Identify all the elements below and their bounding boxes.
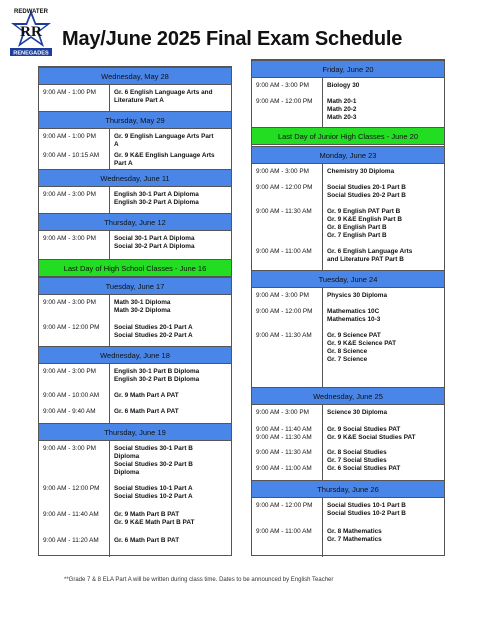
exam-row — [39, 324, 231, 340]
day-header: Wednesday, June 18 — [39, 346, 231, 364]
exam-names: Social Studies 20-1 Part B Social Studies 20-2 Part B — [327, 184, 406, 199]
banner-text: Last Day of Junior High Classes - June 20 — [252, 127, 444, 145]
logo-monogram: RR — [20, 24, 42, 40]
exam-time: 9:00 AM - 3:00 PM — [256, 168, 309, 175]
exam-names: Biology 30 — [327, 82, 360, 89]
exam-time: 9:00 AM - 11:40 AM — [43, 511, 99, 518]
exam-time: 9:00 AM - 11:40 AM — [256, 426, 312, 433]
exam-row — [39, 89, 231, 105]
exam-row — [39, 299, 231, 315]
exam-names: Math 20-1 Math 20-2 Math 20-3 — [327, 98, 357, 121]
exam-names: English 30-1 Part B Diploma English 30-2 Part B Diploma — [114, 368, 200, 383]
day-header: Monday, June 23 — [252, 146, 444, 164]
exam-names: Gr. 9 Social Studies PAT — [327, 426, 401, 433]
exam-names: Gr. 9 English Language Arts Part A — [114, 133, 214, 148]
day-wednesday-june-18 — [39, 346, 231, 424]
exam-row — [252, 502, 444, 518]
exam-row — [252, 528, 444, 544]
day-thursday-june-12 — [39, 213, 231, 259]
exam-time: 9:00 AM - 3:00 PM — [256, 82, 309, 89]
exam-time: 9:00 AM - 11:00 AM — [256, 465, 312, 472]
exam-time: 9:00 AM - 3:00 PM — [43, 191, 96, 198]
exam-time: 9:00 AM - 3:00 PM — [256, 409, 309, 416]
day-header: Thursday, June 19 — [39, 423, 231, 441]
exam-names: English 30-1 Part A Diploma English 30-2 Part A Diploma — [114, 191, 199, 206]
exam-names: Gr. 8 Social Studies Gr. 7 Social Studies — [327, 449, 387, 464]
exam-row — [252, 98, 444, 122]
day-thursday-may-29 — [39, 111, 231, 173]
day-header: Tuesday, June 24 — [252, 270, 444, 288]
exam-row — [39, 368, 231, 384]
renegades-logo-icon — [4, 6, 58, 58]
exam-names: Gr. 9 English PAT Part B Gr. 9 K&E English Part B Gr. 8 English Part B Gr. 7 English Part B — [327, 208, 402, 239]
exam-time: 9:00 AM - 1:00 PM — [43, 133, 96, 140]
day-wednesday-may-28 — [39, 67, 231, 115]
exam-time: 9:00 AM - 12:00 PM — [256, 502, 313, 509]
exam-row — [39, 485, 231, 501]
day-header: Thursday, June 26 — [252, 480, 444, 498]
exam-time: 9:00 AM - 3:00 PM — [256, 292, 309, 299]
day-monday-june-23 — [252, 146, 444, 270]
exam-names: Physics 30 Diploma — [327, 292, 388, 299]
day-wednesday-june-25 — [252, 387, 444, 481]
exam-row — [252, 409, 444, 417]
exam-row — [252, 292, 444, 300]
exam-row — [39, 235, 231, 251]
exam-names: Social Studies 10-1 Part A Social Studies 10-2 Part A — [114, 485, 193, 500]
day-header: Wednesday, May 28 — [39, 67, 231, 85]
footnote: **Grade 7 & 8 ELA Part A will be written during class time. Dates to be announced by English Teacher — [64, 577, 334, 583]
exam-names: Mathematics 10C Mathematics 10-3 — [327, 308, 381, 323]
exam-names: Gr. 6 Math Part B PAT — [114, 537, 180, 544]
exam-time: 9:00 AM - 10:00 AM — [43, 392, 100, 399]
day-friday-june-20 — [252, 60, 444, 128]
exam-time: 9:00 AM - 12:00 PM — [256, 308, 313, 315]
banner-last-day-high-school — [39, 259, 231, 277]
exam-row — [39, 152, 231, 168]
exam-names: Chemistry 30 Diploma — [327, 168, 395, 175]
exam-row — [252, 332, 444, 364]
exam-names: Social Studies 30-1 Part B Diploma Social Studies 30-2 Part B Diploma — [114, 445, 193, 476]
exam-row — [252, 248, 444, 264]
schedule-left-column — [38, 66, 232, 556]
exam-names: Social 30-1 Part A Diploma Social 30-2 Part A Diploma — [114, 235, 195, 250]
exam-time: 9:00 AM - 12:00 PM — [43, 324, 100, 331]
exam-row — [39, 511, 231, 527]
exam-time: 9:00 AM - 12:00 PM — [256, 184, 313, 191]
exam-names: Social Studies 20-1 Part A Social Studies 20-2 Part A — [114, 324, 193, 339]
exam-row — [252, 184, 444, 200]
exam-names: Gr. 9 Math Part B PAT Gr. 9 K&E Math Part B PAT — [114, 511, 195, 526]
school-logo — [4, 6, 58, 58]
day-header: Thursday, June 12 — [39, 213, 231, 231]
exam-names: Gr. 6 English Language Arts and Literature Part A — [114, 89, 213, 104]
exam-row — [39, 191, 231, 207]
day-thursday-june-19 — [39, 423, 231, 557]
exam-names: Gr. 9 Math Part A PAT — [114, 392, 179, 399]
exam-time: 9:00 AM - 3:00 PM — [43, 299, 96, 306]
exam-row — [39, 445, 231, 477]
exam-names: Gr. 8 Mathematics Gr. 7 Mathematics — [327, 528, 382, 543]
exam-row — [39, 408, 231, 416]
exam-row — [39, 392, 231, 400]
day-header: Wednesday, June 25 — [252, 387, 444, 405]
page-title: May/June 2025 Final Exam Schedule — [62, 28, 403, 50]
exam-time: 9:00 AM - 11:00 AM — [256, 528, 312, 535]
exam-names: Science 30 Diploma — [327, 409, 388, 416]
exam-names: Math 30-1 Diploma Math 30-2 Diploma — [114, 299, 171, 314]
exam-names: Gr. 6 Social Studies PAT — [327, 465, 401, 472]
exam-time: 9:00 AM - 10:15 AM — [43, 152, 100, 159]
exam-names: Gr. 9 Science PAT Gr. 9 K&E Science PAT Gr. 8 Science Gr. 7 Science — [327, 332, 397, 363]
exam-time: 9:00 AM - 12:00 PM — [256, 98, 313, 105]
exam-time: 9:00 AM - 11:30 AM — [256, 434, 312, 441]
exam-names: Gr. 6 English Language Arts and Literature PAT Part B — [327, 248, 413, 263]
exam-time: 9:00 AM - 11:30 AM — [256, 449, 312, 456]
day-tuesday-june-24 — [252, 270, 444, 388]
exam-time: 9:00 AM - 11:00 AM — [256, 248, 312, 255]
exam-names: Gr. 6 Math Part A PAT — [114, 408, 179, 415]
exam-row — [39, 133, 231, 149]
exam-time: 9:00 AM - 11:20 AM — [43, 537, 99, 544]
day-thursday-june-26 — [252, 480, 444, 557]
exam-row — [252, 426, 444, 434]
schedule-right-column — [251, 59, 445, 556]
exam-row — [252, 449, 444, 465]
exam-time: 9:00 AM - 12:00 PM — [43, 485, 100, 492]
day-header: Wednesday, June 11 — [39, 169, 231, 187]
exam-names: Gr. 9 K&E English Language Arts Part A — [114, 152, 215, 167]
exam-row — [252, 465, 444, 473]
day-header: Thursday, May 29 — [39, 111, 231, 129]
day-tuesday-june-17 — [39, 277, 231, 347]
exam-time: 9:00 AM - 3:00 PM — [43, 445, 96, 452]
exam-names: Social Studies 10-1 Part B Social Studies 10-2 Part B — [327, 502, 406, 517]
banner-last-day-junior-high — [252, 127, 444, 145]
exam-row — [39, 537, 231, 545]
exam-names: Gr. 9 K&E Social Studies PAT — [327, 434, 416, 441]
exam-time: 9:00 AM - 1:00 PM — [43, 89, 96, 96]
exam-time: 9:00 AM - 11:30 AM — [256, 332, 312, 339]
exam-row — [252, 434, 444, 442]
exam-time: 9:00 AM - 11:30 AM — [256, 208, 312, 215]
day-header: Tuesday, June 17 — [39, 277, 231, 295]
exam-row — [252, 208, 444, 240]
day-wednesday-june-11 — [39, 169, 231, 215]
exam-time: 9:00 AM - 9:40 AM — [43, 408, 96, 415]
exam-row — [252, 168, 444, 176]
logo-top-text: REDWATER — [14, 9, 48, 15]
exam-time: 9:00 AM - 3:00 PM — [43, 368, 96, 375]
logo-bottom-text: RENEGADES — [13, 50, 49, 57]
banner-text: Last Day of High School Classes - June 16 — [39, 259, 231, 277]
exam-time: 9:00 AM - 3:00 PM — [43, 235, 96, 242]
exam-row — [252, 308, 444, 324]
exam-row — [252, 82, 444, 90]
day-header: Friday, June 20 — [252, 60, 444, 78]
